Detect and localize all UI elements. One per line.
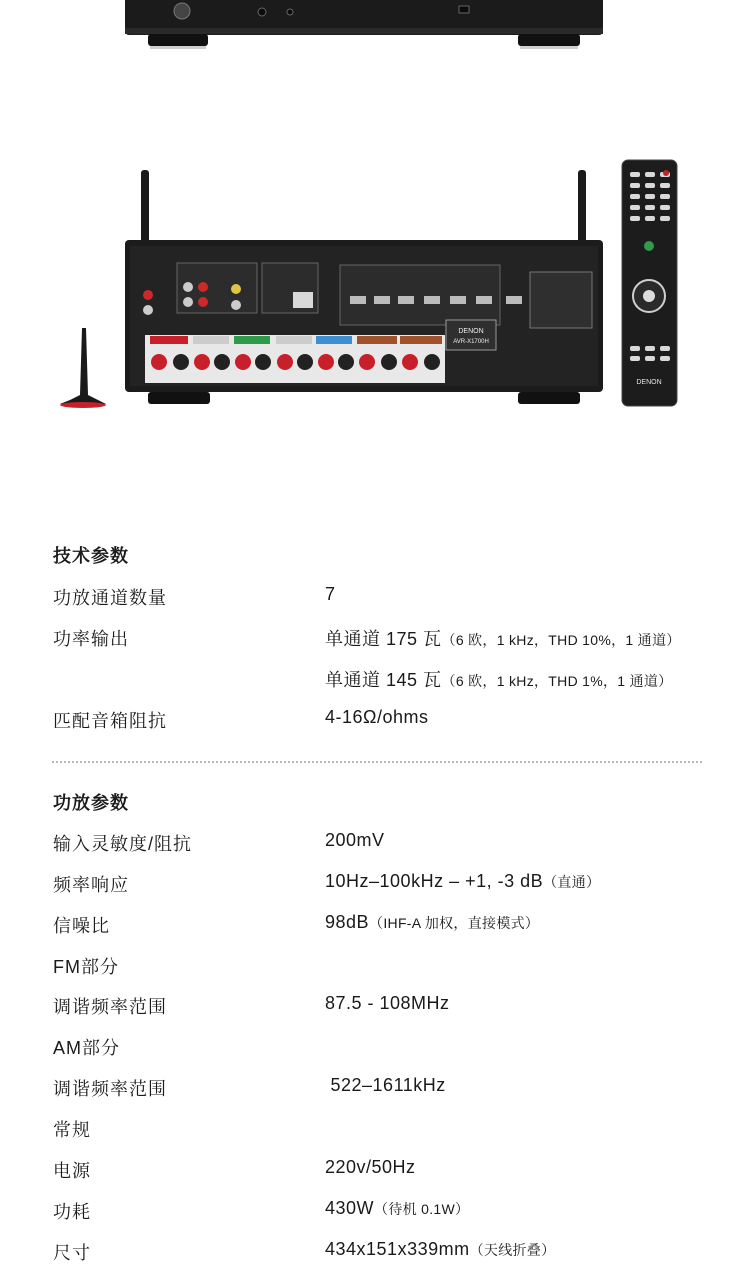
spec-label: 功率输出 bbox=[53, 629, 129, 649]
spec-note: （待机 0.1W） bbox=[374, 1201, 470, 1217]
spec-note: （天线折叠） bbox=[469, 1242, 556, 1258]
spec-value: 220v/50Hz bbox=[325, 1157, 416, 1177]
receiver-front-image bbox=[0, 0, 750, 60]
spec-value: 单通道 175 瓦（6 欧，1 kHz，THD 10%，1 通道） bbox=[325, 629, 681, 649]
spec-value: 4-16Ω/ohms bbox=[325, 707, 429, 727]
spec-label: 输入灵敏度/阻抗 bbox=[53, 834, 193, 854]
spec-value: 434x151x339mm（天线折叠） bbox=[325, 1239, 556, 1259]
rear-brand-label: DENON bbox=[458, 328, 484, 335]
spec-label: 常规 bbox=[53, 1120, 91, 1140]
spec-value: 7 bbox=[325, 584, 336, 604]
section-title-amp: 功放参数 bbox=[53, 793, 129, 813]
spec-value: 98dB（IHF-A 加权，直接模式） bbox=[325, 912, 540, 932]
spec-value: 87.5 - 108MHz bbox=[325, 993, 450, 1013]
spec-value: 单通道 145 瓦（6 欧，1 kHz，THD 1%，1 通道） bbox=[325, 670, 673, 690]
spec-label: 调谐频率范围 bbox=[53, 997, 167, 1017]
spec-note: （6 欧，1 kHz，THD 10%，1 通道） bbox=[441, 632, 681, 648]
spec-note: （直通） bbox=[543, 874, 601, 890]
receiver-rear-image bbox=[0, 150, 750, 420]
spec-label: FM部分 bbox=[53, 957, 119, 977]
spec-value: 10Hz–100kHz – +1, -3 dB（直通） bbox=[325, 871, 601, 891]
spec-value: 522–1611kHz bbox=[325, 1075, 446, 1095]
spec-value: 200mV bbox=[325, 830, 385, 850]
spec-label: 电源 bbox=[53, 1161, 91, 1181]
spec-label: 功耗 bbox=[53, 1202, 91, 1222]
spec-note: （IHF-A 加权，直接模式） bbox=[369, 915, 540, 931]
section-divider bbox=[52, 761, 702, 763]
remote-brand-label: DENON bbox=[636, 379, 662, 386]
section-title-tech: 技术参数 bbox=[53, 546, 129, 566]
rear-model-label: AVR-X1700H bbox=[453, 339, 489, 345]
spec-label: 功放通道数量 bbox=[53, 588, 167, 608]
spec-label: 匹配音箱阻抗 bbox=[53, 711, 167, 731]
spec-label: 调谐频率范围 bbox=[53, 1079, 167, 1099]
spec-label: 频率响应 bbox=[53, 875, 129, 895]
spec-label: 尺寸 bbox=[53, 1243, 91, 1263]
spec-label: AM部分 bbox=[53, 1038, 120, 1058]
spec-note: （6 欧，1 kHz，THD 1%，1 通道） bbox=[441, 673, 673, 689]
spec-label: 信噪比 bbox=[53, 916, 110, 936]
spec-value: 430W（待机 0.1W） bbox=[325, 1198, 470, 1218]
